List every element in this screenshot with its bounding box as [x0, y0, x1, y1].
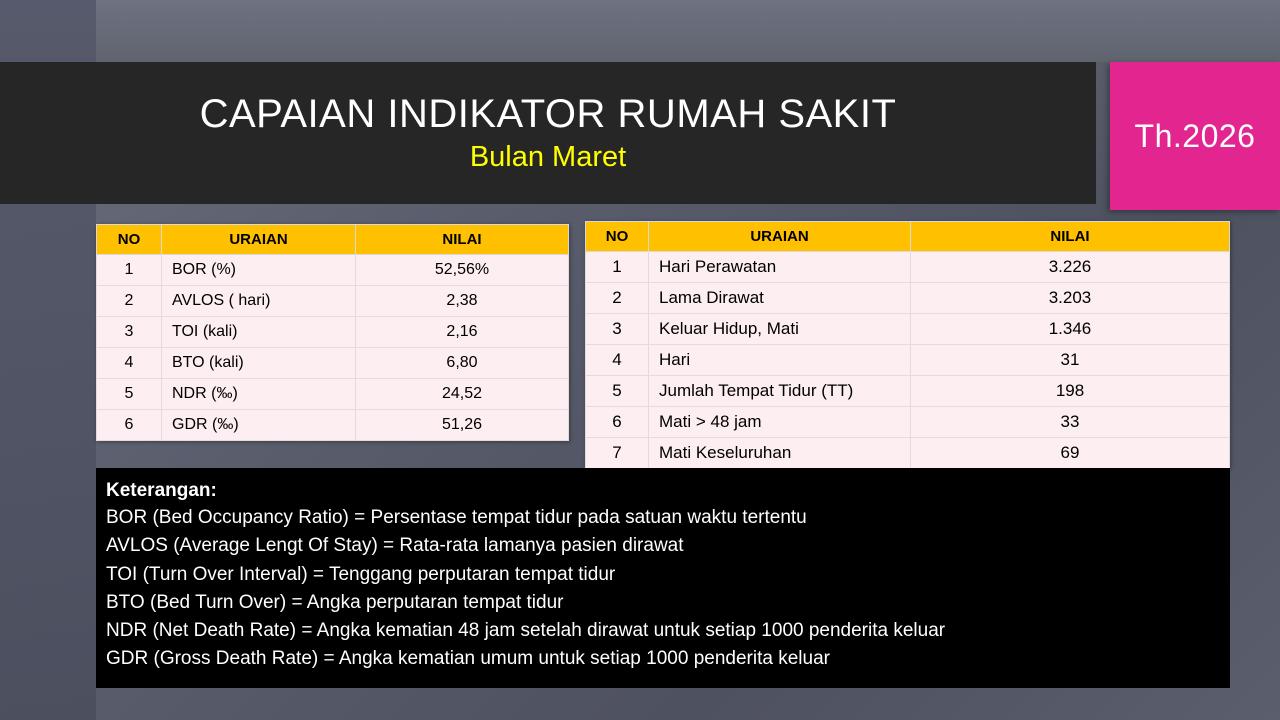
cell-nilai: 24,52	[356, 379, 569, 410]
notes-line: NDR (Net Death Rate) = Angka kematian 48 jam setelah dirawat untuk setiap 1000 penderita keluar	[106, 620, 946, 642]
column-header-no: NO	[586, 222, 649, 252]
cell-nilai: 51,26	[356, 410, 569, 441]
cell-no: 7	[586, 438, 649, 469]
year-badge	[1110, 62, 1280, 210]
cell-uraian: Jumlah Tempat Tidur (TT)	[649, 376, 911, 407]
table-right-head	[586, 222, 1230, 252]
cell-uraian: TOI (kali)	[162, 317, 356, 348]
notes-title: Keterangan:	[106, 480, 217, 501]
cell-uraian: NDR (‰)	[162, 379, 356, 410]
table-row	[586, 283, 1230, 314]
cell-uraian: GDR (‰)	[162, 410, 356, 441]
cell-no: 4	[97, 348, 162, 379]
column-header-no: NO	[97, 225, 162, 255]
cell-uraian: Mati Keseluruhan	[649, 438, 911, 469]
cell-uraian: AVLOS ( hari)	[162, 286, 356, 317]
cell-uraian: Hari Perawatan	[649, 252, 911, 283]
year-badge-label: Th.2026	[1134, 117, 1256, 154]
table-row	[97, 410, 569, 441]
title-bar	[0, 62, 1096, 204]
cell-nilai: 2,38	[356, 286, 569, 317]
notes-line: GDR (Gross Death Rate) = Angka kematian umum untuk setiap 1000 penderita keluar	[106, 648, 830, 670]
table-row	[586, 438, 1230, 469]
cell-no: 3	[97, 317, 162, 348]
table-row	[586, 407, 1230, 438]
column-header-nilai: NILAI	[356, 225, 569, 255]
cell-no: 3	[586, 314, 649, 345]
notes-line: BTO (Bed Turn Over) = Angka perputaran tempat tidur	[106, 591, 564, 613]
notes-lines	[106, 504, 1220, 674]
table-row	[586, 345, 1230, 376]
cell-nilai: 52,56%	[356, 255, 569, 286]
cell-nilai: 3.203	[911, 283, 1230, 314]
cell-no: 5	[586, 376, 649, 407]
cell-no: 2	[586, 283, 649, 314]
cell-uraian: Keluar Hidup, Mati	[649, 314, 911, 345]
column-header-uraian: URAIAN	[649, 222, 911, 252]
cell-no: 6	[586, 407, 649, 438]
table-left-head	[97, 225, 569, 255]
cell-no: 6	[97, 410, 162, 441]
notes-line: TOI (Turn Over Interval) = Tenggang perputaran tempat tidur	[106, 563, 616, 585]
cell-no: 5	[97, 379, 162, 410]
cell-no: 2	[97, 286, 162, 317]
cell-nilai: 3.226	[911, 252, 1230, 283]
cell-nilai: 33	[911, 407, 1230, 438]
cell-nilai: 31	[911, 345, 1230, 376]
cell-nilai: 1.346	[911, 314, 1230, 345]
notes-line: AVLOS (Average Lengt Of Stay) = Rata-rata lamanya pasien dirawat	[106, 535, 684, 557]
column-header-uraian: URAIAN	[162, 225, 356, 255]
table-row	[586, 376, 1230, 407]
indicator-table-right	[585, 221, 1230, 469]
cell-nilai: 2,16	[356, 317, 569, 348]
page-subtitle: Bulan Maret	[469, 140, 627, 173]
cell-uraian: Hari	[649, 345, 911, 376]
notes-line: BOR (Bed Occupancy Ratio) = Persentase tempat tidur pada satuan waktu tertentu	[106, 507, 807, 528]
notes-box	[96, 468, 1230, 688]
cell-no: 4	[586, 345, 649, 376]
table-row	[586, 252, 1230, 283]
cell-nilai: 198	[911, 376, 1230, 407]
cell-no: 1	[97, 255, 162, 286]
cell-no: 1	[586, 252, 649, 283]
table-row	[586, 314, 1230, 345]
indicator-table-left	[96, 224, 569, 441]
table-header-row	[586, 222, 1230, 252]
background-top-shade	[0, 0, 1280, 62]
table-row	[97, 348, 569, 379]
table-right	[585, 221, 1230, 469]
cell-uraian: Lama Dirawat	[649, 283, 911, 314]
cell-nilai: 69	[911, 438, 1230, 469]
table-row	[97, 255, 569, 286]
table-right-body	[586, 252, 1230, 469]
table-left-body	[97, 255, 569, 441]
cell-uraian: BTO (kali)	[162, 348, 356, 379]
table-row	[97, 379, 569, 410]
table-left	[96, 224, 569, 441]
cell-uraian: BOR (%)	[162, 255, 356, 286]
column-header-nilai: NILAI	[911, 222, 1230, 252]
cell-nilai: 6,80	[356, 348, 569, 379]
cell-uraian: Mati > 48 jam	[649, 407, 911, 438]
table-row	[97, 317, 569, 348]
table-row	[97, 286, 569, 317]
page-title: CAPAIAN INDIKATOR RUMAH SAKIT	[199, 91, 897, 136]
table-header-row	[97, 225, 569, 255]
